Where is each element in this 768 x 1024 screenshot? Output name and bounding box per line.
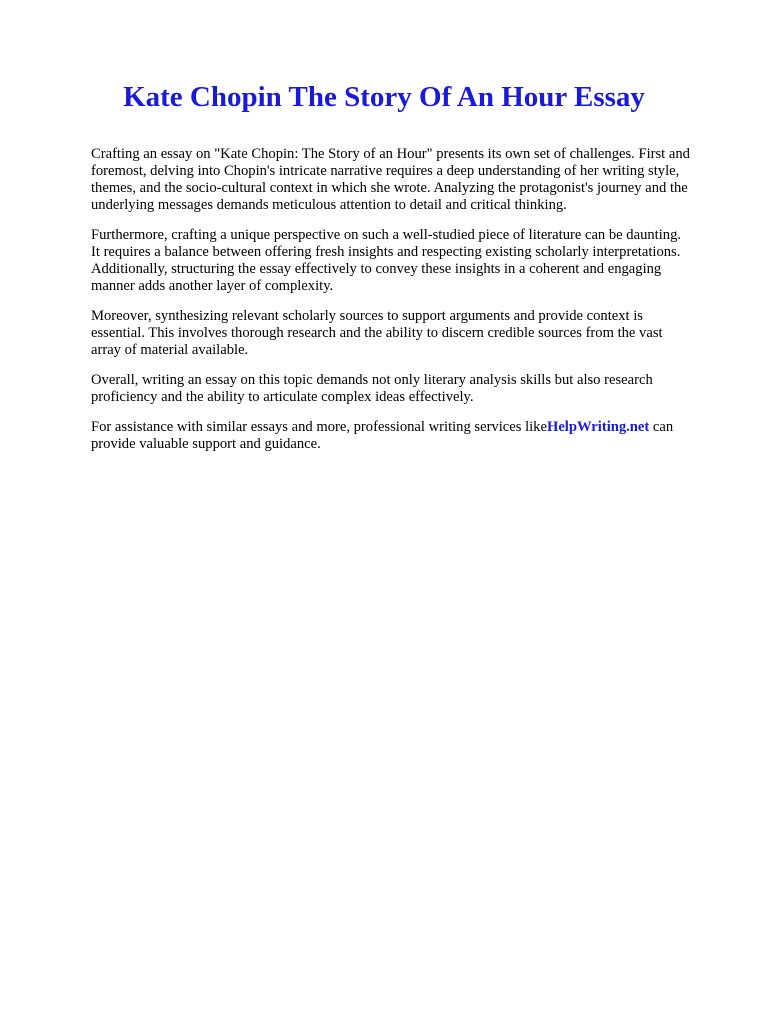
paragraph-2: Furthermore, crafting a unique perspective on such a well-studied piece of literature can be daunting. It requires a balance between offering fresh insights and respecting existing scholarly interpretations. Additionally, structuring the essay effectively to convey these insights in a coherent and engaging manner adds another layer of complexity.	[91, 227, 682, 294]
closing-text-after-link: can provide valuable support and guidance.	[91, 419, 674, 452]
page-title: Kate Chopin The Story Of An Hour Essay	[123, 81, 645, 113]
closing-paragraph	[91, 419, 691, 453]
paragraph-1: Crafting an essay on "Kate Chopin: The Story of an Hour" presents its own set of challenges. First and foremost, delving into Chopin's intricate narrative requires a deep understanding of her writing style, themes, and the socio-cultural context in which she wrote. Analyzing the protagonist's journey and the underlying messages demands meticulous attention to detail and critical thinking.	[91, 146, 690, 213]
paragraph-4: Overall, writing an essay on this topic demands not only literary analysis skills but also research proficiency and the ability to articulate complex ideas effectively.	[91, 372, 653, 405]
closing-text-before-link: For assistance with similar essays and more, professional writing services like	[91, 419, 547, 435]
helpwriting-link[interactable]: HelpWriting.net	[546, 419, 650, 435]
paragraph-3: Moreover, synthesizing relevant scholarly sources to support arguments and provide context is essential. This involves thorough research and the ability to discern credible sources from the vast array of material available.	[91, 308, 663, 358]
essay-body	[91, 146, 691, 466]
